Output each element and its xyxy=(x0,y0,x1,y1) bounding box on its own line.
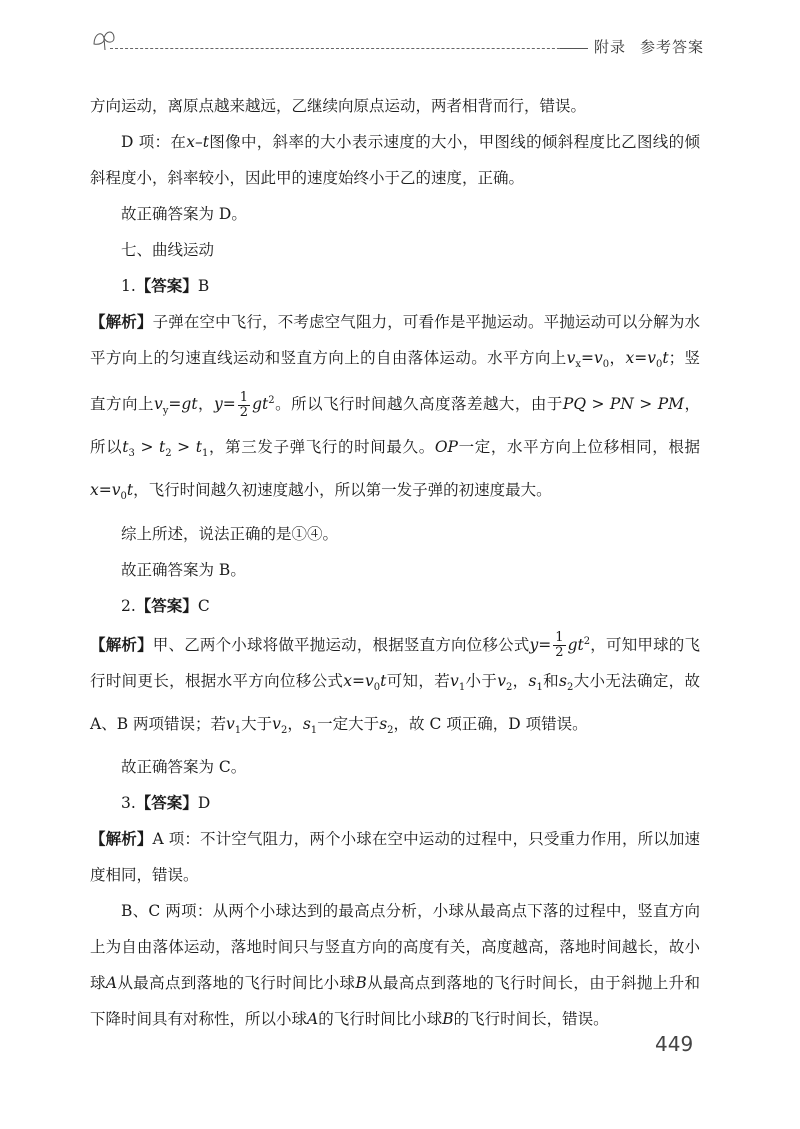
conclusion: 故正确答案为 C。 xyxy=(121,757,247,776)
header-title: 参考答案 xyxy=(640,38,705,56)
summary: 综上所述，说法正确的是①④。 xyxy=(121,524,339,543)
header-text xyxy=(594,36,704,57)
paragraph: 方向运动，离原点越来越远，乙继续向原点运动，两者相背而行，错误。 xyxy=(90,97,587,115)
answer-line-2: 2.【答案】C xyxy=(121,595,210,615)
conclusion: 故正确答案为 B。 xyxy=(121,560,246,579)
answer-line-1: 1.【答案】B xyxy=(121,276,210,295)
header-section: 附录 xyxy=(594,38,627,56)
fraction-one-half: $\frac{1}{2}$ xyxy=(239,389,249,420)
fraction-one-half: $\frac{1}{2}$ xyxy=(555,630,564,661)
analysis-3: 【解析】A 项：不计空气阻力，两个小球在空中运动的过程中，只受重力作用，所以加速度相同，错误。 xyxy=(90,828,700,884)
analysis-1: 【解析】子弹在空中飞行，不考虑空气阻力，可看作是平抛运动。平抛运动可以分解为水平方向上的匀速直线运动和竖直方向上的自由落体运动。水平方向上$v_x=v_0$，$x=v_0t$；竖直方向上$v_y=gt$，y= $\frac{1}{2}$ $gt^2$。所以飞行时间越久高度落差越大，由于PQ > PN > PM，所以$t_3 > t_2 > t_1$，第三发子弹飞行的时间最久。OP一定，水平方向上位移相同，根据$x=v_0t$，飞行时间越久初速度越小，所以第一发子弹的初速度最大。 xyxy=(90,312,700,503)
running-header xyxy=(90,26,710,58)
section-heading: 七、曲线运动 xyxy=(121,241,215,259)
header-solid-rule xyxy=(560,48,588,49)
page-body xyxy=(90,88,700,1037)
page-number: 449 xyxy=(655,1032,694,1056)
paragraph-option-d: D 项：在x–t图像中，斜率的大小表示速度的大小，甲图线的倾斜程度比乙图线的倾斜程度小，斜率较小，因此甲的速度始终小于乙的速度，正确。 xyxy=(90,133,700,187)
answer-line-3: 3.【答案】D xyxy=(121,792,211,812)
analysis-3-bc: B、C 两项：从两个小球达到的最高点分析，小球从最高点下落的过程中，竖直方向上为自由落体运动，落地时间只与竖直方向的高度有关，高度越高，落地时间越长，故小球A从最高点到落地的飞行时间比小球B从最高点到落地的飞行时间长，由于斜抛上升和下降时间具有对称性，所以小球A的飞行时间比小球B的飞行时间长，错误。 xyxy=(90,901,700,1028)
conclusion: 故正确答案为 D。 xyxy=(121,205,247,223)
header-dotted-rule xyxy=(110,48,580,49)
analysis-2: 【解析】甲、乙两个小球将做平抛运动，根据竖直方向位移公式y= $\frac{1}{2}$ $gt^2$，可知甲球的飞行时间更长，根据水平方向位移公式$x=v_0t$可知，若$v_1$小于$v_2$，$s_1$和$s_2$大小无法确定，故 A、B 两项错误；若$v_1$大于$v_2$，$s_1$一定大于$s_2$，故 C 项正确，D 项错误。 xyxy=(90,630,700,736)
